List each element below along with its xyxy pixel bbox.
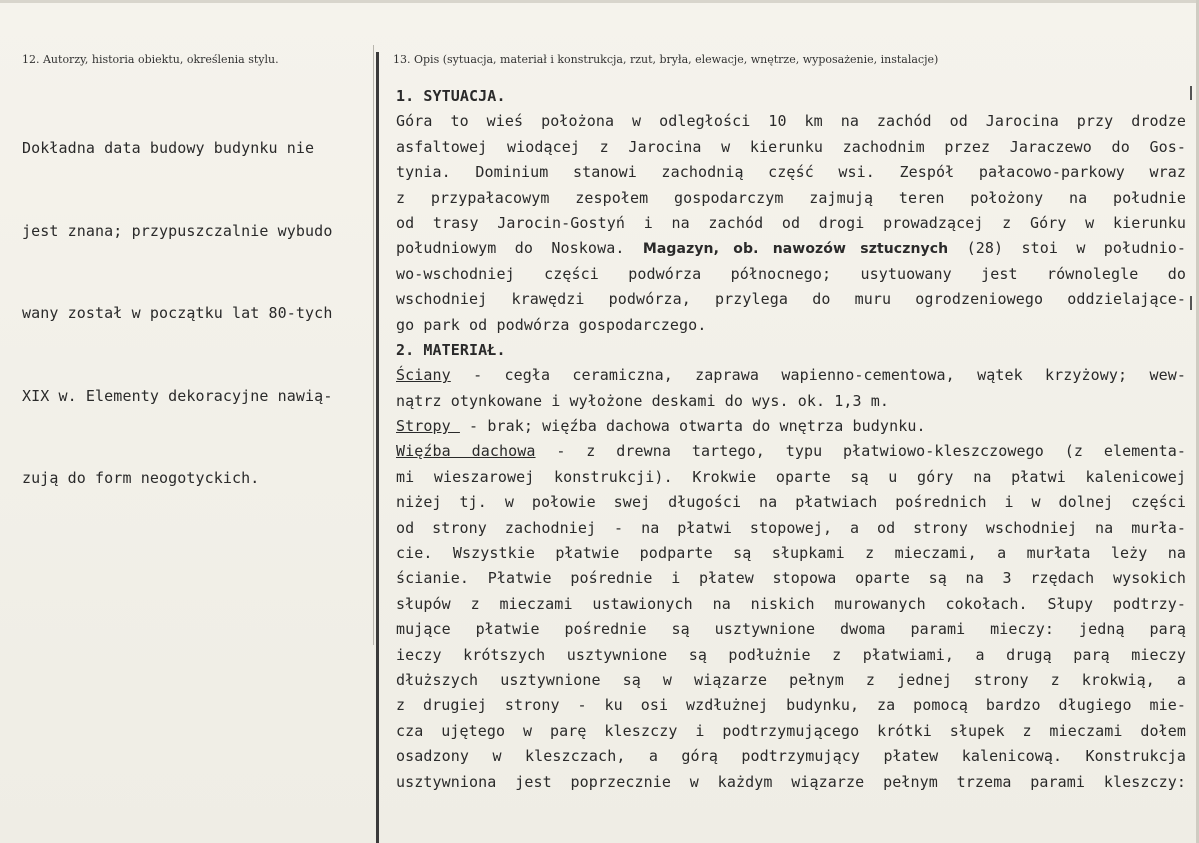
text-line: osadzony w kleszczach, a górą podtrzymujący płatew kalenicową. Konstrukcja [396, 747, 1186, 766]
heading-material: 2. MATERIAŁ. [396, 340, 506, 359]
column-divider-faint [373, 45, 374, 645]
text-fragment: - cegła ceramiczna, zaprawa wapienno-cementowa, wątek krzyżowy; wew- [450, 366, 1186, 385]
heading-sytuacja: 1. SYTUACJA. [396, 87, 506, 105]
text-line: wany został w początku lat 80-tych [22, 304, 333, 322]
text-line: mujące płatwie pośrednie są usztywnione dwoma parami mieczy: jedną parą [396, 620, 1186, 639]
text-line: od trasy Jarocin-Gostyń i na zachód od drogi prowadzącej z Góry w kierunku [396, 213, 1186, 232]
text-line [396, 439, 1186, 464]
text-line: mi wieszarowej konstrukcji). Krokwie oparte są u góry na płatwi kalenicowej [396, 467, 1186, 486]
section-12-header: 12. Autorzy, historia obiektu, określenia stylu. [22, 53, 279, 66]
text-line: Góra to wieś położona w odległości 10 km na zachód od Jarocina przy drodze [396, 112, 1186, 131]
text-line: nątrz otynkowane i wyłożone deskami do wys. ok. 1,3 m. [396, 391, 890, 410]
text-line: XIX w. Elementy dekoracyjne nawią- [22, 386, 333, 405]
section-13-header: 13. Opis (sytuacja, materiał i konstrukcja, rzut, bryła, elewacje, wnętrze, wyposażenie, instalacje) [393, 53, 939, 66]
text-line: cza ujętego w parę kleszczy i podtrzymującego krótki słupek z mieczami dołem [396, 721, 1186, 740]
column-divider [376, 52, 379, 843]
section-12-body [22, 80, 367, 548]
text-line: ieczy krótszych usztywnione są podłużnie z płatwiami, a drugą parą mieczy [396, 645, 1186, 664]
margin-mark [1190, 296, 1192, 310]
text-line [396, 236, 1186, 261]
text-line: cie. Wszystkie płatwie podparte są słupkami z mieczami, a murłata leży na [396, 544, 1186, 563]
label-stropy: Stropy [396, 417, 460, 436]
text-line [396, 363, 1186, 388]
text-line: dłuższych usztywnione są w wiązarze pełnym z jednej strony z krokwią, a [396, 670, 1186, 689]
text-fragment: - brak; więźba dachowa otwarta do wnętrza budynku. [459, 417, 926, 436]
text-line: z drugiej strony - ku osi wzdłużnej budynku, za pomocą bardzo długiego mie- [396, 696, 1186, 715]
section-13-body [396, 84, 1186, 795]
text-line: ścianie. Płatwie pośrednie i płatew stopowa oparte są na 3 rzędach wysokich [396, 569, 1186, 588]
margin-mark [1190, 86, 1192, 100]
text-line: tynia. Dominium stanowi zachodnią część wsi. Zespół pałacowo-parkowy wraz [396, 163, 1186, 182]
page-edge-top [0, 0, 1199, 3]
label-wiezba: Więźba dachowa [396, 442, 536, 461]
text-line: usztywniona jest poprzecznie w każdym wiązarze pełnym trzema parami kleszczy: [396, 772, 1186, 791]
text-line: go park od podwórza gospodarczego. [396, 315, 707, 334]
text-line: wschodniej krawędzi podwórza, przylega do muru ogrodzeniowego oddzielające- [396, 290, 1186, 309]
text-fragment: - z drewna tartego, typu płatwiowo-kleszczowego (z elementa- [535, 442, 1186, 461]
text-line: z przypałacowym zespołem gospodarczym zajmują teren położony na południe [396, 188, 1186, 207]
text-line: słupów z mieczami ustawionych na niskich murowanych cokołach. Słupy podtrzy- [396, 594, 1186, 613]
label-sciany: Ściany [396, 366, 451, 385]
text-line [396, 414, 1186, 439]
text-line: Dokładna data budowy budynku nie [22, 139, 315, 157]
text-fragment: południowym do Noskowa. [396, 239, 625, 258]
text-line: zują do form neogotyckich. [22, 469, 260, 487]
text-line: wo-wschodniej części podwórza północnego; usytuowany jest równolegle do [396, 264, 1186, 283]
text-line: od strony zachodniej - na płatwi stopowej, a od strony wschodniej na murła- [396, 518, 1186, 537]
text-fragment: (28) stoi w południo- [966, 239, 1186, 258]
text-line: asfaltowej wiodącej z Jarocina w kierunku zachodnim przez Jaraczewo do Gos- [396, 137, 1186, 156]
text-line: niżej tj. w połowie swej długości na płatwiach pośrednich i w dolnej części [396, 493, 1186, 512]
object-name: Magazyn, ob. nawozów sztucznych [642, 241, 949, 258]
text-line: jest znana; przypuszczalnie wybudo [22, 221, 333, 240]
